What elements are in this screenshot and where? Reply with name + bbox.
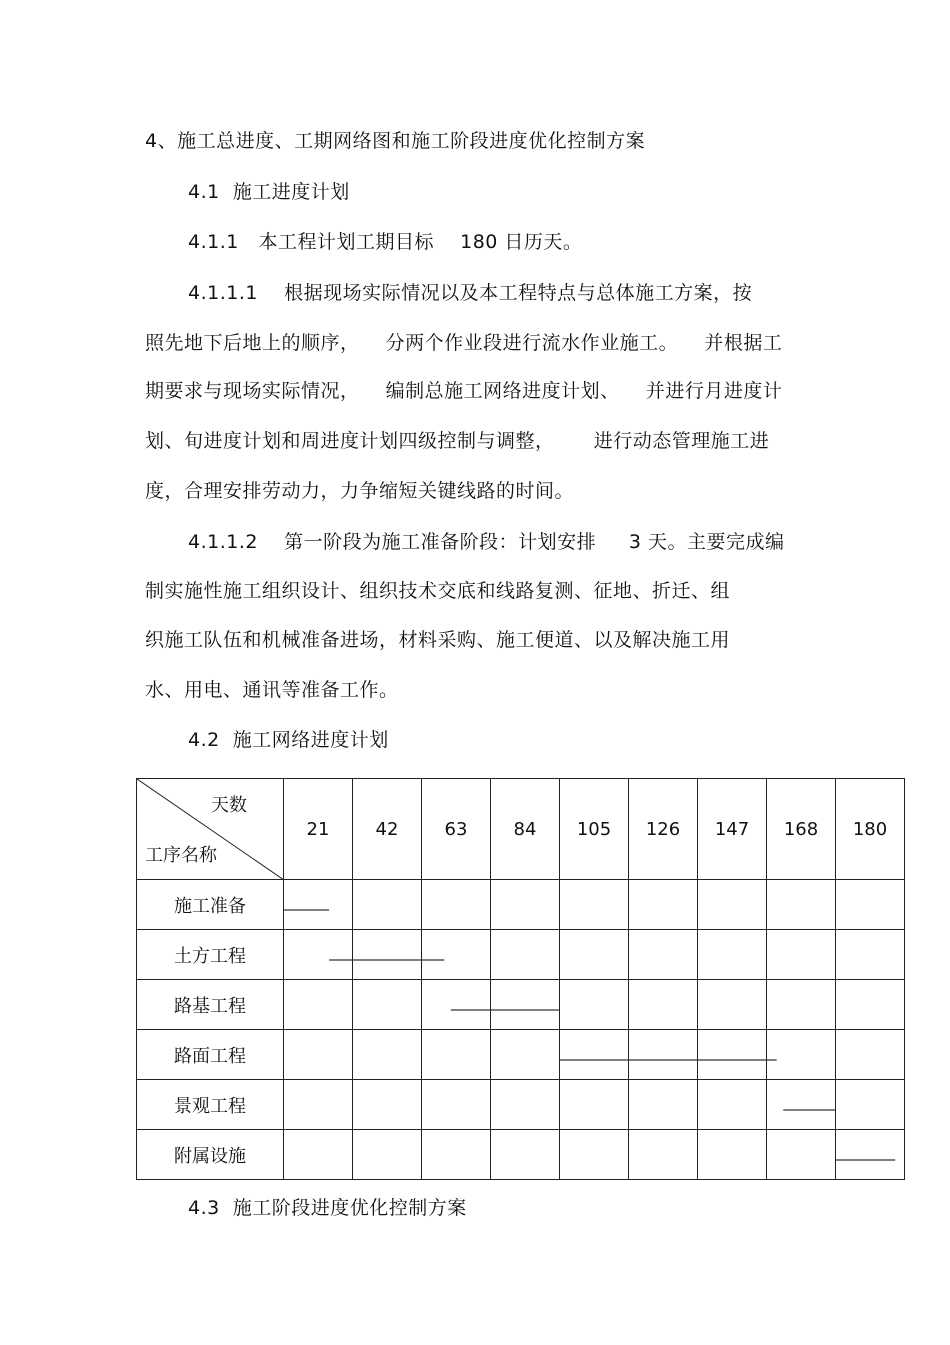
task-row	[137, 880, 905, 930]
task-name: 景观工程	[137, 1080, 284, 1130]
paragraph-line: 4.1.1.2 第一阶段为施工准备阶段：计划安排 3 天。主要完成编	[188, 531, 785, 553]
section-4-1: 4.1 施工进度计划	[188, 181, 350, 203]
task-name: 附属设施	[137, 1130, 284, 1180]
paragraph-line: 织施工队伍和机械准备进场，材料采购、施工便道、以及解决施工用	[145, 629, 731, 651]
day-column-header: 105	[560, 779, 629, 880]
paragraph-line: 度，合理安排劳动力，力争缩短关键线路的时间。	[145, 480, 575, 502]
section-4-3: 4.3 施工阶段进度优化控制方案	[188, 1197, 467, 1219]
gantt-table	[136, 778, 905, 1180]
day-column-header: 63	[422, 779, 491, 880]
heading-4: 4、施工总进度、工期网络图和施工阶段进度优化控制方案	[145, 130, 646, 152]
process-name-label: 工序名称	[145, 845, 217, 866]
task-row	[137, 1030, 905, 1080]
paragraph-line: 4.1.1.1 根据现场实际情况以及本工程特点与总体施工方案，按	[188, 282, 753, 304]
paragraph-line: 期要求与现场实际情况， 编制总施工网络进度计划、 并进行月进度计	[145, 380, 783, 402]
task-name: 路面工程	[137, 1030, 284, 1080]
day-column-header: 42	[353, 779, 422, 880]
task-name: 施工准备	[137, 880, 284, 930]
task-name: 路基工程	[137, 980, 284, 1030]
task-row	[137, 980, 905, 1030]
day-column-header: 21	[284, 779, 353, 880]
day-column-header: 168	[767, 779, 836, 880]
task-row	[137, 930, 905, 980]
day-column-header: 180	[836, 779, 905, 880]
day-column-header: 147	[698, 779, 767, 880]
corner-cell	[137, 779, 284, 880]
section-4-1-1: 4.1.1 本工程计划工期目标 180 日历天。	[188, 231, 583, 253]
task-row	[137, 1130, 905, 1180]
section-4-2: 4.2 施工网络进度计划	[188, 729, 389, 751]
header-row	[137, 779, 905, 880]
day-column-header: 84	[491, 779, 560, 880]
task-row	[137, 1080, 905, 1130]
paragraph-line: 划、旬进度计划和周进度计划四级控制与调整， 进行动态管理施工进	[145, 430, 770, 452]
day-column-header: 126	[629, 779, 698, 880]
paragraph-line: 照先地下后地上的顺序， 分两个作业段进行流水作业施工。 并根据工	[145, 332, 783, 354]
schedule-grid	[136, 778, 905, 1180]
days-label: 天数	[211, 795, 247, 816]
paragraph-line: 制实施性施工组织设计、组织技术交底和线路复测、征地、折迁、组	[145, 580, 731, 602]
task-name: 土方工程	[137, 930, 284, 980]
paragraph-line: 水、用电、通讯等准备工作。	[145, 679, 399, 701]
